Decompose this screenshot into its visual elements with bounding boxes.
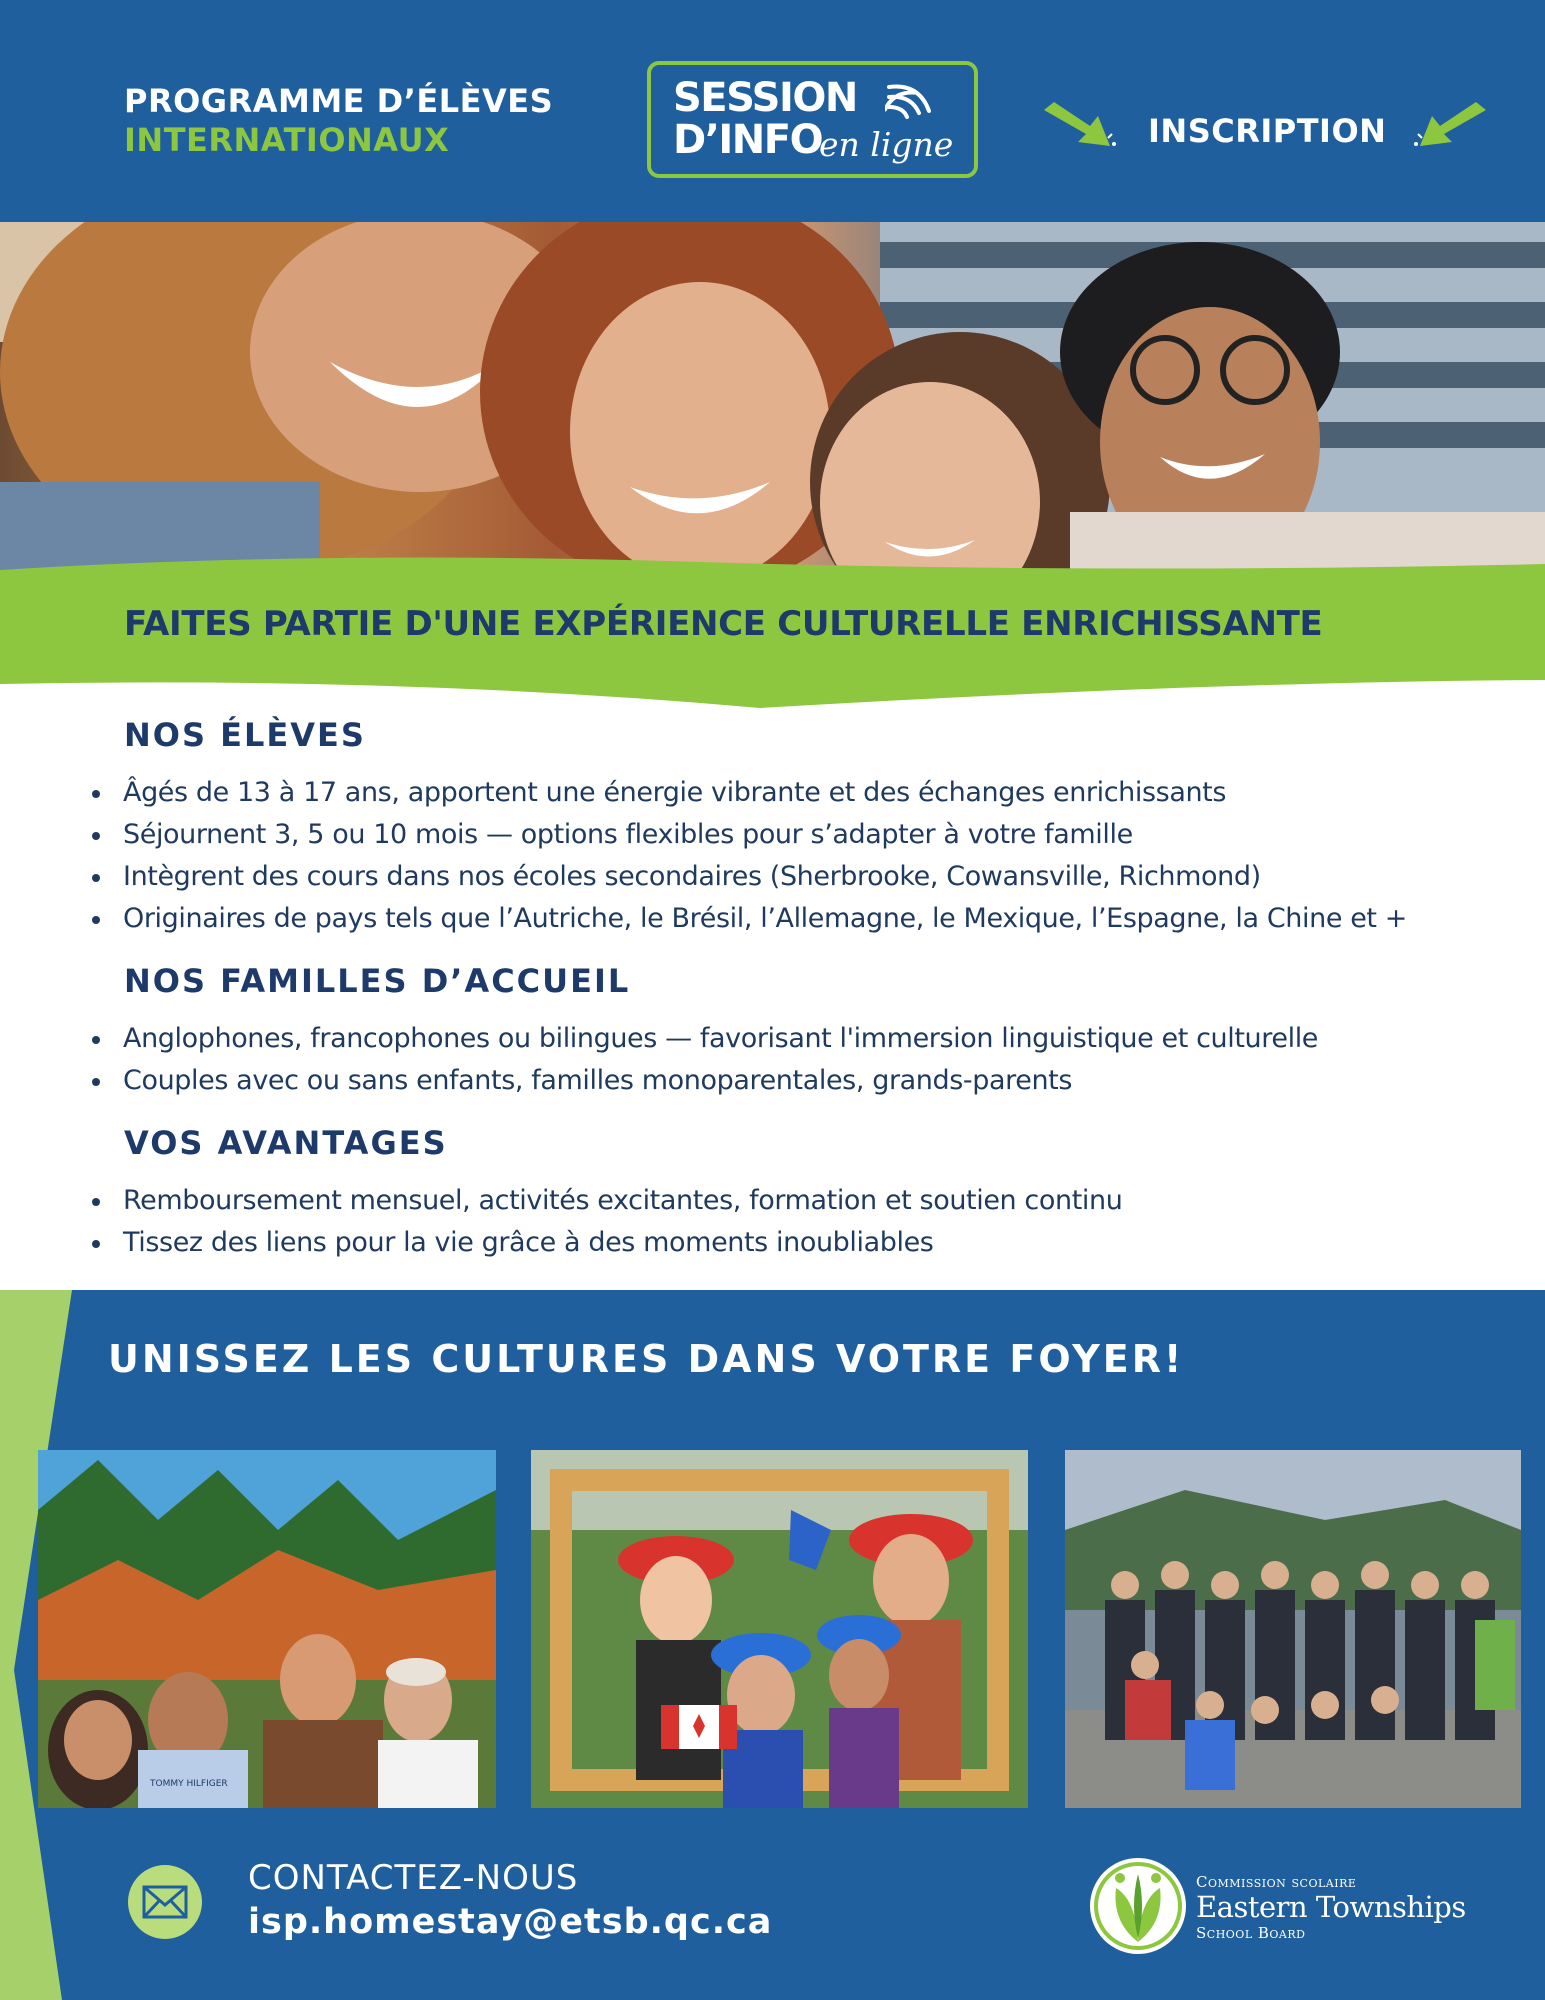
- photo-family-lake: [38, 1450, 496, 1808]
- section-heading-students: NOS ÉLÈVES: [124, 716, 366, 754]
- session-line2: D’INFO: [673, 117, 823, 163]
- session-script: en ligne: [819, 125, 954, 164]
- inscription-link[interactable]: [1040, 96, 1490, 156]
- tshirt-text: TOMMY HILFIGER: [150, 1779, 228, 1789]
- section-heading-benefits: VOS AVANTAGES: [124, 1124, 448, 1162]
- hero-photo-illustration: [0, 222, 1545, 572]
- contact-label: CONTACTEZ-NOUS: [248, 1858, 579, 1898]
- families-list: [92, 1018, 1318, 1102]
- list-item: Anglophones, francophones ou bilingues — favorisant l'immersion linguistique et culturelle: [92, 1018, 1318, 1060]
- contact-email-link[interactable]: isp.homestay@etsb.qc.ca: [248, 1902, 773, 1942]
- list-item: Séjournent 3, 5 ou 10 mois — options flexibles pour s’adapter à votre famille: [92, 814, 1407, 856]
- program-title: [124, 82, 553, 160]
- leaf-logo-icon: [1090, 1858, 1186, 1954]
- program-title-line2: INTERNATIONAUX: [124, 121, 450, 159]
- list-item: Intègrent des cours dans nos écoles secondaires (Sherbrooke, Cowansville, Richmond): [92, 856, 1407, 898]
- inscription-label: INSCRIPTION: [1148, 112, 1387, 150]
- arrow-icon: [1410, 100, 1490, 152]
- bottom-title: UNISSEZ LES CULTURES DANS VOTRE FOYER!: [108, 1337, 1185, 1381]
- wifi-icon: [885, 79, 943, 127]
- banner-title: FAITES PARTIE D'UNE EXPÉRIENCE CULTURELLE ENRICHISSANTE: [124, 604, 1323, 644]
- list-item: Originaires de pays tels que l’Autriche, le Brésil, l’Allemagne, le Mexique, l’Espagne, la Chine et +: [92, 898, 1407, 940]
- list-item: Âgés de 13 à 17 ans, apportent une énergie vibrante et des échanges enrichissants: [92, 772, 1407, 814]
- arrow-icon: [1040, 100, 1120, 152]
- list-item: Tissez des liens pour la vie grâce à des moments inoubliables: [92, 1222, 1122, 1264]
- section-heading-families: NOS FAMILLES D’ACCUEIL: [124, 962, 631, 1000]
- header-bar: [0, 0, 1545, 222]
- students-list: [92, 772, 1407, 940]
- list-item: Couples avec ou sans enfants, familles monoparentales, grands-parents: [92, 1060, 1318, 1102]
- hero-photo: [0, 222, 1545, 572]
- list-item: Remboursement mensuel, activités excitantes, formation et soutien continu: [92, 1180, 1122, 1222]
- program-title-line1: PROGRAMME D’ÉLÈVES: [124, 82, 554, 120]
- logo-line2: Eastern Townships: [1196, 1890, 1466, 1924]
- benefits-list: [92, 1180, 1122, 1264]
- logo-line3: School Board: [1196, 1924, 1306, 1942]
- etsb-logo: [1090, 1858, 1186, 1954]
- session-info-button[interactable]: [647, 61, 978, 178]
- mail-icon-circle[interactable]: [128, 1865, 202, 1939]
- photo-frame-flags: [531, 1450, 1028, 1808]
- logo-line1: Commission scolaire: [1196, 1873, 1357, 1891]
- session-line1: SESSION: [673, 75, 857, 121]
- photo-group-mountain: [1065, 1450, 1521, 1808]
- mail-icon: [128, 1865, 202, 1939]
